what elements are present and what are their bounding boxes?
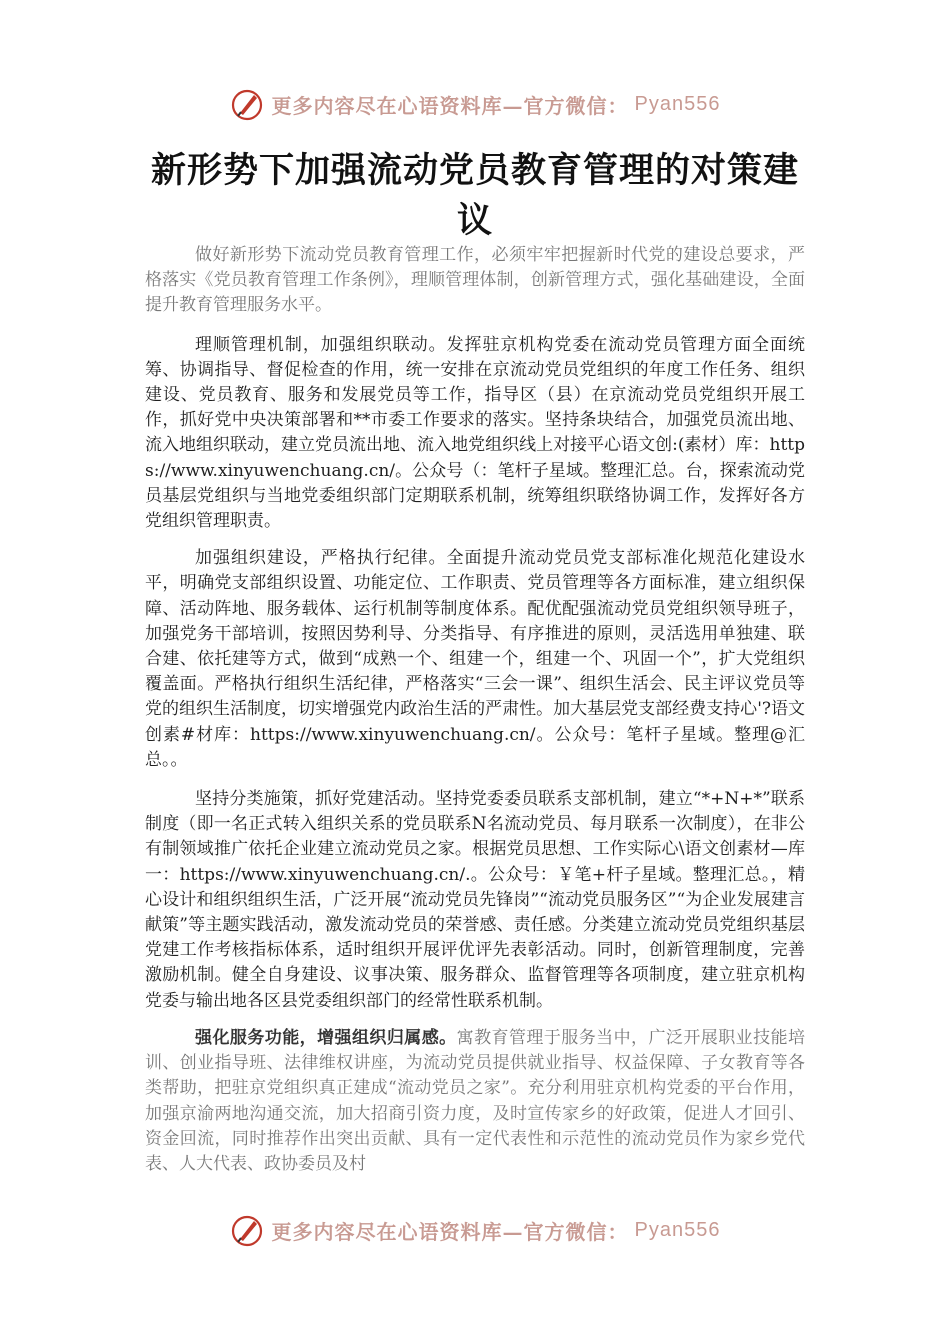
paragraph-activities: 坚持分类施策，抓好党建活动。坚持党委委员联系支部机制，建立“*+N+*”联系制度（即一名正式转入组织关系的党员联系N名流动党员、每月联系一次制度），在非公有制领域推广依托企业建立流动党员之家。根据党员思想、工作实际心\语文创素材—库一：https://www.xinyuwenchuang.cn/.。公众号：￥笔+杆子星域。整理汇总。，精心设计和组织组织生活，广泛开展“流动党员先锋岗”“流动党员服务区”“为企业发展建言献策”等主题实践活动，激发流动党员的荣誉感、责任感。分类建立流动党员党组织基层党建工作考核指标体系，适时组织开展评优评先表彰活动。同时，创新管理制度，完善激励机制。健全自身建设、议事决策、服务群众、监督管理等各项制度，建立驻京机构党委与输出地各区县党委组织部门的经常性联系机制。: [145, 789, 805, 1011]
paragraph-lead: 强化服务功能，增强组织归属感。: [195, 1027, 457, 1048]
wechat-id: Pyan556: [634, 1218, 721, 1241]
paragraph-organization: 加强组织建设，严格执行纪律。全面提升流动党员党支部标准化规范化建设水平，明确党支部组织设置、功能定位、工作职责、党员管理等各方面标准，建立组织保障、活动阵地、服务载体、运行机制等制度体系。配优配强流动党员党组织领导班子，加强党务干部培训，按照因势利导、分类指导、有序推进的原则，灵活选用单独建、联合建、依托建等方式，做到“成熟一个、组建一个，组建一个、巩固一个”，扩大党组织覆盖面。严格执行组织生活纪律，严格落实“三会一课”、组织生活会、民主评议党员等党的组织生活制度，切实增强党内政治生活的严肃性。加大基层党支部经费支持心'?语文创素#材库：https://www.xinyuwenchuang.cn/。公众号：笔杆子星域。整理@汇总。。: [145, 548, 805, 770]
wechat-id: Pyan556: [634, 92, 721, 115]
header-banner: [0, 84, 950, 124]
paragraph-services: [145, 1026, 805, 1177]
paragraph-intro: 做好新形势下流动党员教育管理工作，必须牢牢把握新时代党的建设总要求，严格落实《党员教育管理工作条例》，理顺管理体制，创新管理方式，强化基础建设，全面提升教育管理服务水平。: [145, 245, 805, 316]
document-body: [145, 243, 805, 1177]
paragraph-body: 寓教育管理于服务当中，广泛开展职业技能培训、创业指导班、法律维权讲座，为流动党员提供就业指导、权益保障、子女教育等各类帮助，把驻京党组织真正建成“流动党员之家”。充分利用驻京机构党委的平台作用，加强京渝两地沟通交流，加大招商引资力度，及时宣传家乡的好政策，促进人才回引、资金回流，同时推荐作出突出贡献、具有一定代表性和示范性的流动党员作为家乡党代表、人大代表、政协委员及村: [145, 1027, 806, 1174]
pen-feather-logo-icon: [230, 1212, 266, 1248]
banner-text: 更多内容尽在心语资料库—官方微信：: [271, 93, 629, 118]
pen-feather-logo-icon: [230, 86, 266, 122]
footer-banner: [0, 1210, 950, 1250]
banner-text: 更多内容尽在心语资料库—官方微信：: [271, 1219, 629, 1244]
paragraph-mechanism: 理顺管理机制，加强组织联动。发挥驻京机构党委在流动党员管理方面全面统筹、协调指导、督促检查的作用，统一安排在京流动党员党组织的年度工作任务、组织建设、党员教育、服务和发展党员等工作，指导区（县）在京流动党员党组织开展工作，抓好党中央决策部署和**市委工作要求的落实。坚持条块结合，加强党员流出地、流入地组织联动，建立党员流出地、流入地党组织线上对接平心语文创:(素材）库：https://www.xinyuwenchuang.cn/。公众号（：笔杆子星域。整理汇总。台，探索流动党员基层党组织与当地党委组织部门定期联系机制，统筹组织联络协调工作，发挥好各方党组织管理职责。: [145, 334, 805, 532]
document-title: 新形势下加强流动党员教育管理的对策建议: [150, 151, 799, 241]
